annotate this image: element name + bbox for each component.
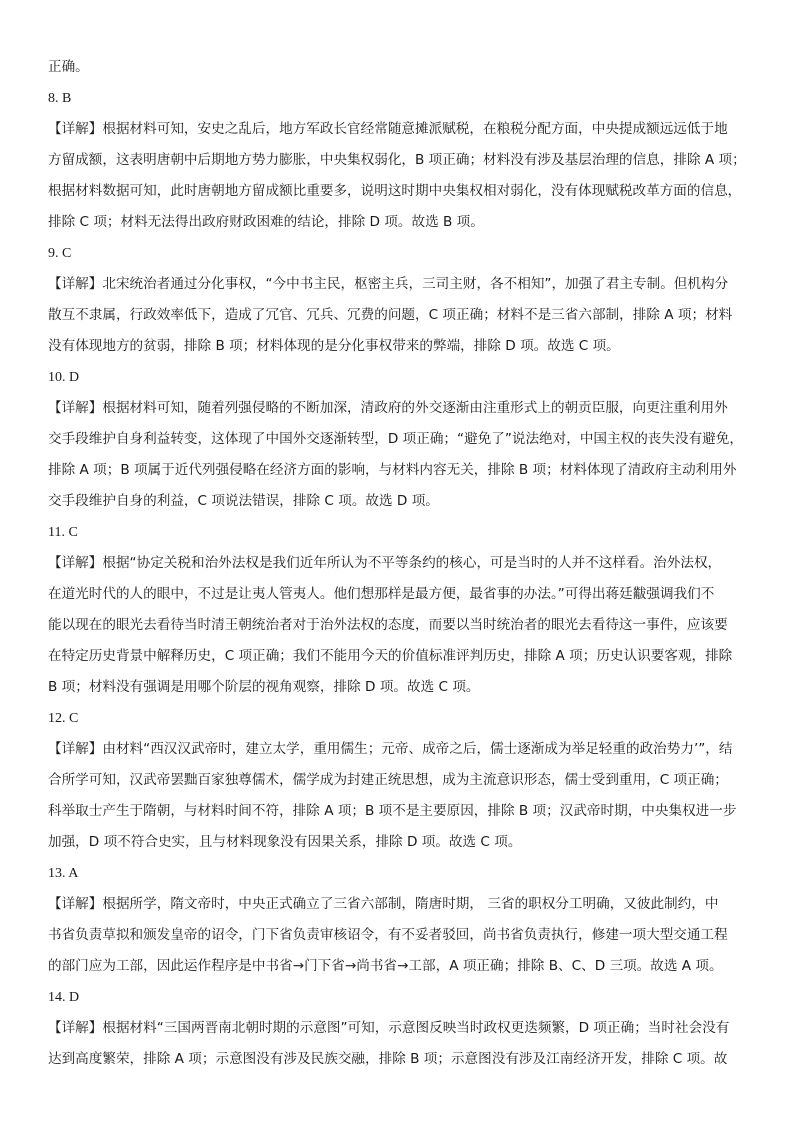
answer-number: 12. C [48,711,79,726]
answer-explanations-page [48,52,748,1075]
explanation-line: 交手段维护自身的利益，C 项说法错误，排除 C 项。故选 D 项。 [48,493,439,509]
answer-item-12 [48,703,748,858]
explanation-line: 没有体现地方的贫弱，排除 B 项；材料体现的是分化事权带来的弊端，排除 D 项。故选 C 项。 [48,338,620,354]
explanation-line: 达到高度繁荣，排除 A 项；示意图没有涉及民族交融，排除 B 项；示意图没有涉及江南经济开发，排除 C 项。故 [48,1051,728,1067]
answer-item-11 [48,517,748,703]
explanation-line: 【详解】由材料“西汉汉武帝时，建立太学，重用儒生；元帝、成帝之后，儒士逐渐成为举足轻重的政治势力’”，结 [48,741,733,757]
answer-number: 8. B [48,91,72,106]
explanation-line: 加强，D 项不符合史实，且与材料现象没有因果关系，排除 D 项。故选 C 项。 [48,834,522,850]
answer-item-10 [48,362,748,517]
answer-item-8 [48,83,748,238]
explanation-line: 【详解】根据所学，隋文帝时，中央正式确立了三省六部制，隋唐时期， 三省的职权分工明确，又彼此制约，中 [48,896,719,912]
explanation-line: 能以现在的眼光去看待当时清王朝统治者对于治外法权的态度，而要以当时统治者的眼光去看待这一事件，应该要 [48,617,728,633]
explanation-line: 方留成额，这表明唐朝中后期地方势力膨胀，中央集权弱化，B 项正确；材料没有涉及基层治理的信息，排除 A 项； [48,152,746,168]
explanation-line: 【详解】根据材料“三国两晋南北朝时期的示意图”可知，示意图反映当时政权更迭频繁，D 项正确；当时社会没有 [48,1020,730,1036]
explanation-line: 根据材料数据可知，此时唐朝地方留成额比重要多，说明这时期中央集权相对弱化，没有体现赋税改革方面的信息， [48,183,742,199]
explanation-line: 排除 A 项；B 项属于近代列强侵略在经济方面的影响，与材料内容无关，排除 B 项；材料体现了清政府主动利用外 [48,462,737,478]
explanation-line: 散互不隶属，行政效率低下，造成了冗官、冗兵、冗费的问题，C 项正确；材料不是三省六部制，排除 A 项；材料 [48,307,733,323]
explanation-line: 【详解】根据材料可知，安史之乱后，地方军政长官经常随意摊派赋税，在粮税分配方面，中央提成额远远低于地 [48,121,728,137]
explanation-line: 合所学可知，汉武帝罢黜百家独尊儒术，儒学成为封建正统思想，成为主流意识形态，儒士受到重用，C 项正确； [48,772,728,788]
explanation-line: 交手段维护自身利益转变，这体现了中国外交逐渐转型，D 项正确；“避免了”说法绝对，中国主权的丧失没有避免， [48,431,743,447]
explanation-line: 【详解】北宋统治者通过分化事权，“今中书主民，枢密主兵，三司主财，各不相知”，加强了君主专制。但机构分 [48,276,729,292]
explanation-line: 【详解】根据“协定关税和治外法权是我们近年所认为不平等条约的核心，可是当时的人并不这样看。治外法权， [48,555,722,571]
explanation-line: 排除 C 项；材料无法得出政府财政困难的结论，排除 D 项。故选 B 项。 [48,214,484,230]
explanation-line: 在道光时代的人的眼中，不过是让夷人管夷人。他们想那样是最方便，最省事的办法。”可得出蒋廷黻强调我们不 [48,586,715,602]
answer-number: 14. D [48,990,80,1005]
explanation-line: 在特定历史背景中解释历史，C 项正确；我们不能用今天的价值标准评判历史，排除 A 项；历史认识要客观，排除 [48,648,733,664]
explanation-line: 的部门应为工部，因此运作程序是中书省→门下省→尚书省→工部，A 项正确；排除 B、C、D 三项。故选 A 项。 [48,958,723,974]
answer-item-9 [48,238,748,362]
answer-number: 13. A [48,866,79,881]
answer-item-13 [48,858,748,982]
explanation-line: 书省负责草拟和颁发皇帝的诏令，门下省负责审核诏令，有不妥者驳回，尚书省负责执行，修建一项大型交通工程 [48,927,728,943]
answer-item-14 [48,982,748,1075]
explanation-line: 科举取士产生于隋朝，与材料时间不符，排除 A 项；B 项不是主要原因，排除 B 项；汉武帝时期，中央集权进一步 [48,803,737,819]
answer-number: 11. C [48,525,78,540]
explanation-line: 【详解】根据材料可知，随着列强侵略的不断加深，清政府的外交逐渐由注重形式上的朝贡臣服，向更注重利用外 [48,400,728,416]
intro-tail-text: 正确。 [48,59,89,75]
answer-number: 9. C [48,246,72,261]
answer-number: 10. D [48,370,80,385]
explanation-line: B 项；材料没有强调是用哪个阶层的视角观察，排除 D 项。故选 C 项。 [48,679,480,695]
